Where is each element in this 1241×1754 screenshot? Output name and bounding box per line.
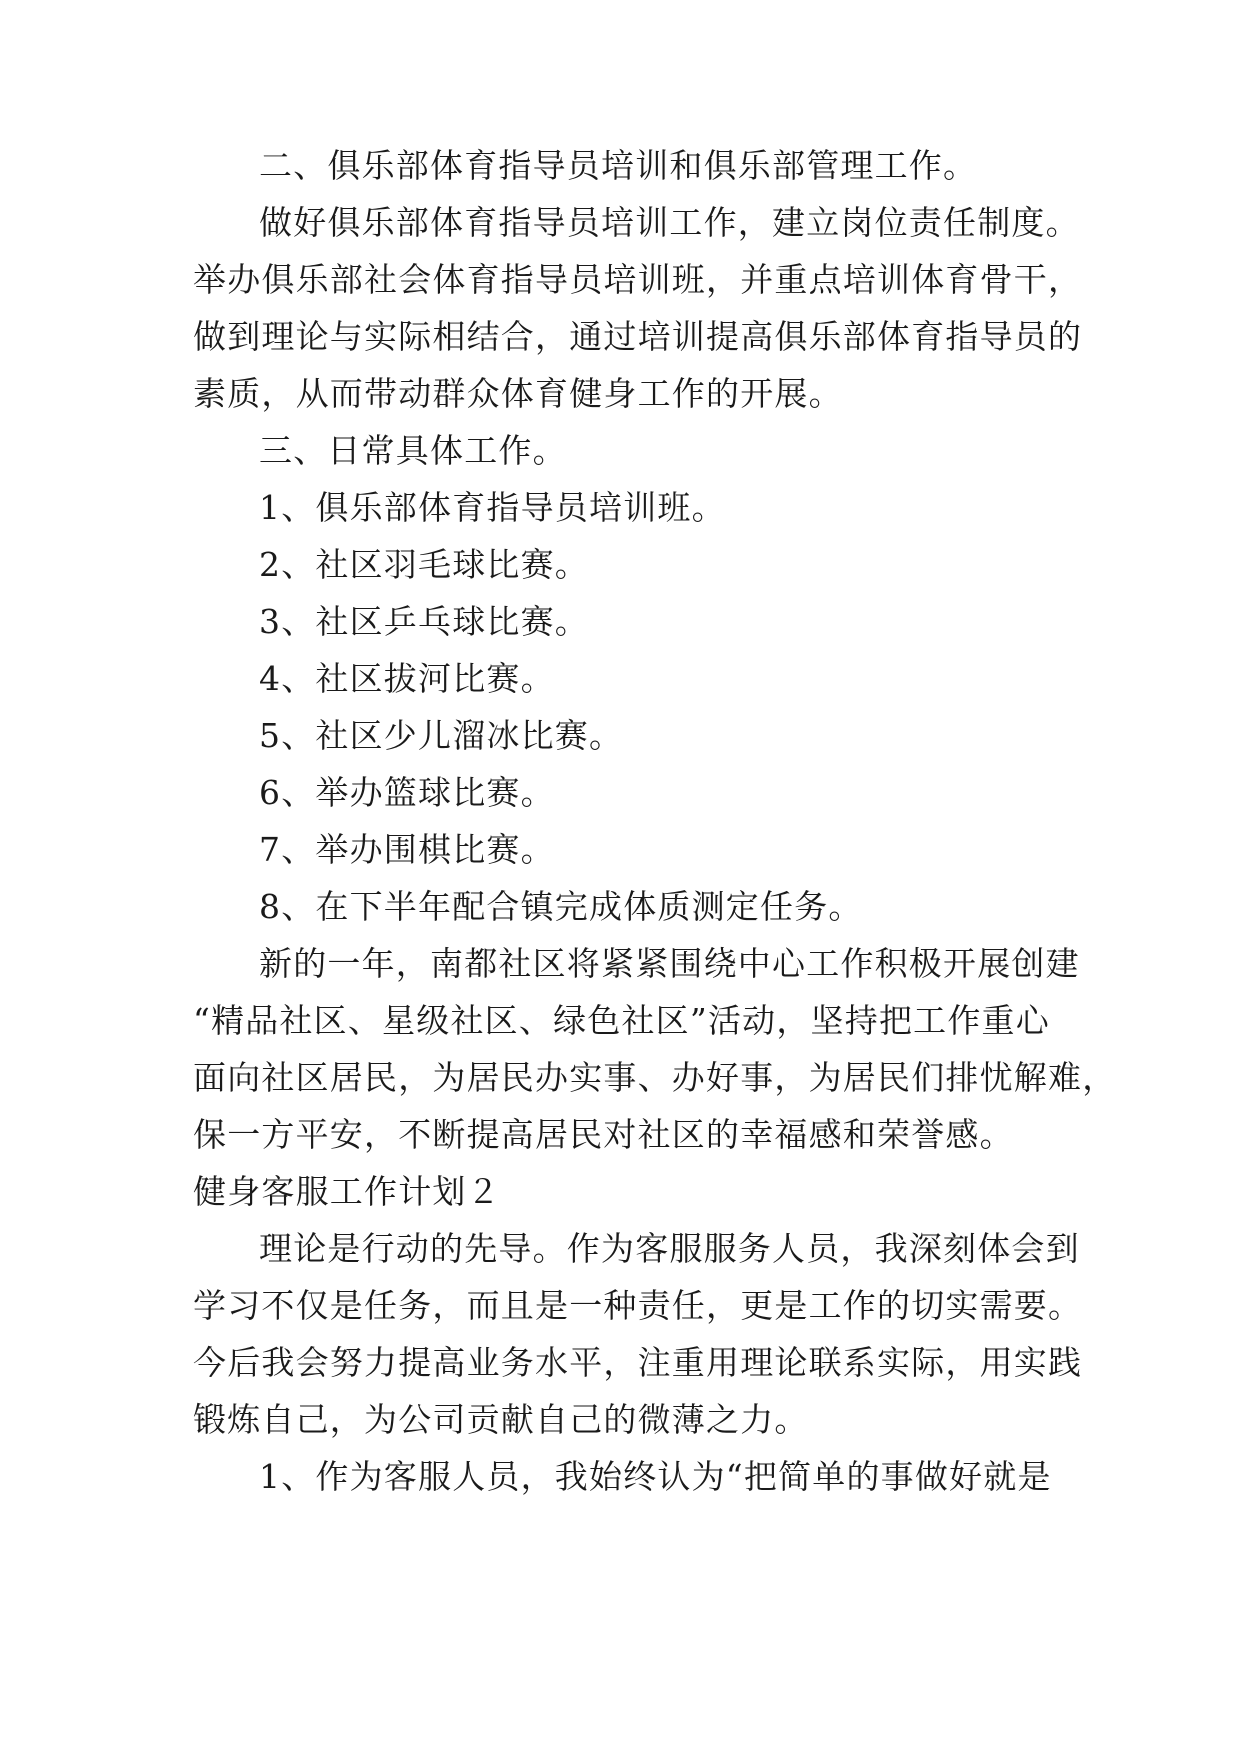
list-item: 4、社区拔河比赛。	[259, 659, 555, 698]
paragraph-line: 今后我会努力提高业务水平，注重用理论联系实际，用实践	[193, 1343, 1083, 1382]
paragraph-line: 学习不仅是任务，而且是一种责任，更是工作的切实需要。	[193, 1286, 1083, 1325]
paragraph-line: 新的一年，南都社区将紧紧围绕中心工作积极开展创建	[259, 944, 1080, 983]
section-heading-3: 三、日常具体工作。	[259, 431, 567, 470]
document-title: 健身客服工作计划２	[193, 1172, 501, 1211]
list-item: 2、社区羽毛球比赛。	[259, 545, 589, 584]
paragraph-line: 锻炼自己，为公司贡献自己的微薄之力。	[193, 1400, 809, 1439]
paragraph-line: 举办俱乐部社会体育指导员培训班，并重点培训体育骨干，	[193, 260, 1083, 299]
paragraph-line: 做到理论与实际相结合，通过培训提高俱乐部体育指导员的	[193, 317, 1083, 356]
paragraph-line: “精品社区、星级社区、绿色社区”活动，坚持把工作重心	[193, 1001, 1050, 1040]
paragraph-line: 做好俱乐部体育指导员培训工作，建立岗位责任制度。	[259, 203, 1080, 242]
list-item: 8、在下半年配合镇完成体质测定任务。	[259, 887, 863, 926]
paragraph-line: 理论是行动的先导。作为客服服务人员，我深刻体会到	[259, 1229, 1080, 1268]
paragraph-line: 面向社区居民，为居民办实事、办好事，为居民们排忧解难，	[193, 1058, 1117, 1097]
list-item: 5、社区少儿溜冰比赛。	[259, 716, 624, 755]
section-heading-2: 二、俱乐部体育指导员培训和俱乐部管理工作。	[259, 146, 978, 185]
paragraph-line: 素质，从而带动群众体育健身工作的开展。	[193, 374, 843, 413]
list-item: 7、举办围棋比赛。	[259, 830, 555, 869]
list-item: 6、举办篮球比赛。	[259, 773, 555, 812]
list-item: 3、社区乒乓球比赛。	[259, 602, 589, 641]
list-item: 1、俱乐部体育指导员培训班。	[259, 488, 726, 527]
paragraph-line: 保一方平安，不断提高居民对社区的幸福感和荣誉感。	[193, 1115, 1014, 1154]
list-item: 1、作为客服人员，我始终认为“把简单的事做好就是	[259, 1457, 1052, 1496]
